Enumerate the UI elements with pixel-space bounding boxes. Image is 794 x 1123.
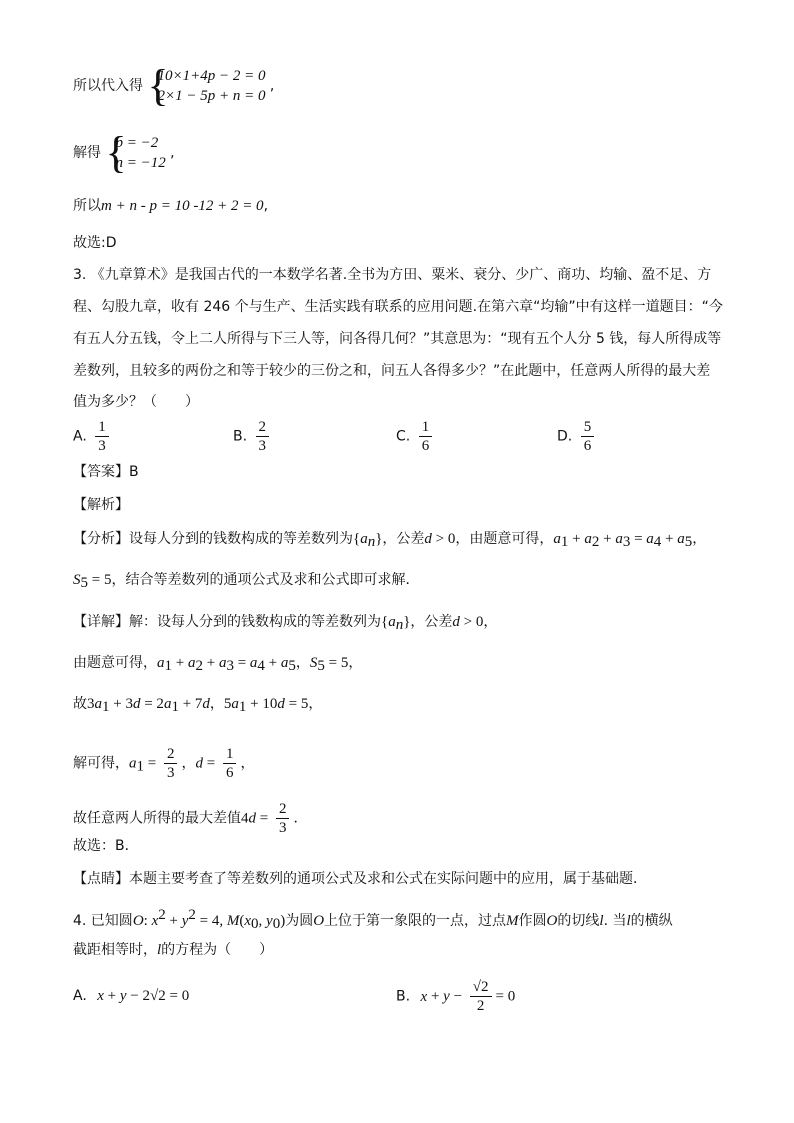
option-c	[396, 418, 436, 455]
analysis-line: $S_5 = 5$，结合等差数列的通项公式及求和公式即可求解．	[73, 572, 420, 591]
text: 由题意可得，	[73, 655, 157, 671]
comma: ,	[170, 145, 175, 161]
text: 上位于第一象限的一点，过点	[324, 913, 507, 929]
analysis-line: 【分析】设每人分到的钱数构成的等差数列为$\{a_n\}$，公差d > 0，由题意可得，$a_1 + a_2 + a_3 = a_4 + a_5$，	[73, 531, 707, 550]
text: ，公差	[382, 531, 425, 547]
option-label: D.	[557, 428, 573, 445]
brace: {	[147, 61, 169, 110]
text: ，	[209, 696, 224, 712]
option-label: C.	[396, 428, 411, 445]
detail-line: 由题意可得，$a_1 + a_2 + a_3 = a_4 + a_5$，$S_5 = 5$，	[73, 655, 363, 674]
comma: ,	[263, 198, 269, 214]
denominator: 3	[98, 438, 106, 454]
question4-line: 截距相等时，l的方程为（ ）	[73, 942, 274, 958]
numerator: 1	[95, 418, 109, 437]
text: ．	[293, 810, 308, 827]
text: ，	[295, 655, 310, 671]
answer-text: 【答案】B	[73, 464, 139, 480]
fraction	[256, 418, 270, 455]
choice-text: 故选:D	[73, 235, 117, 251]
question3-line: 值为多少？（ ）	[73, 394, 199, 410]
detail-line: 故$3a_1 + 3d = 2a_1 + 7d$，$5a_1 + 10d = 5$，	[73, 696, 323, 715]
fraction	[581, 418, 595, 455]
question3-line: 3. 《九章算术》是我国古代的一本数学名著.全书为方田、粟米、衰分、少广、商功、均输、盈不足、方	[73, 267, 712, 283]
question3-line: 差数列，且较多的两份之和等于较少的三份之和，问五人各得多少？”在此题中，任意两人所得的最大差	[73, 363, 711, 379]
text: . 当	[603, 913, 627, 929]
detail-line: 【详解】解：设每人分到的钱数构成的等差数列为$\{a_n\}$，公差d > 0，	[73, 614, 498, 633]
equation-row: n = −12	[115, 155, 166, 171]
equation-row: 2×1 − 5p + n = 0	[157, 88, 266, 104]
option-a	[73, 418, 113, 455]
text: 【分析】设每人分到的钱数构成的等差数列为	[73, 531, 353, 547]
expression: m + n - p = 10 -12 + 2 = 0	[101, 198, 264, 214]
lead-text: 所以	[73, 198, 101, 214]
lead-text: 解得	[73, 145, 101, 161]
option-d	[557, 418, 598, 455]
option-label: B.	[233, 428, 248, 445]
detail-line: 解可得，$a_1$ = $\frac{2}{3}$ ，d = $\frac{1}{6}$ ，	[73, 746, 255, 781]
fraction	[419, 418, 433, 455]
text: 截距相等时，	[73, 942, 157, 958]
text: ，	[240, 755, 255, 772]
option-b	[233, 418, 273, 455]
brace: {	[105, 128, 127, 177]
numerator: 2	[256, 418, 270, 437]
text: ，	[483, 614, 498, 630]
text: ，结合等差数列的通项公式及求和公式即可求解．	[111, 572, 420, 588]
substitution-line	[73, 61, 275, 110]
solution-line	[73, 128, 175, 177]
text: 的方程为（ ）	[161, 942, 274, 958]
sum-line	[73, 196, 268, 216]
text: ，	[181, 755, 196, 772]
question3-line: 有五人分五钱，令上二人所得与下三人等，问各得几何？”其意思为：“现有五个人分 5 钱，每人所得成等	[73, 331, 722, 347]
text: ，	[692, 531, 707, 547]
equation-row: 10×1+4p − 2 = 0	[157, 68, 266, 84]
equation-system	[147, 61, 266, 110]
numerator: 5	[581, 418, 595, 437]
text: ，	[308, 696, 323, 712]
detail-line: 故任意两人所得的最大差值4d = $\frac{2}{3}$ ．	[73, 801, 308, 836]
text: 【详解】解：设每人分到的钱数构成的等差数列为	[73, 614, 381, 630]
text: 故任意两人所得的最大差值	[73, 810, 241, 827]
equation-row: p = −2	[115, 135, 159, 151]
fraction: $\frac{1}{6}$	[223, 745, 237, 782]
text: ，由题意可得，	[455, 531, 554, 547]
comma: ,	[269, 78, 275, 94]
denominator: 6	[583, 438, 592, 454]
fraction: $\frac{2}{3}$	[276, 800, 290, 837]
fraction: $\frac{√2}{2}$	[470, 978, 492, 1015]
equation-system	[105, 128, 166, 177]
option-label: B.	[396, 988, 411, 1005]
question4-line: 4. 已知圆O: $x^2 + y^2 = 4$, $M(x_0$, $y_0$)为圆O上位于第一象限的一点，过点M作圆O的切线l. 当l的横纵	[73, 907, 673, 932]
text: 故	[73, 696, 87, 712]
text: 的横纵	[630, 913, 673, 929]
option-label: A.	[73, 988, 87, 1004]
fraction	[95, 418, 109, 455]
denominator: 6	[421, 438, 430, 454]
text: 作圆	[518, 913, 547, 929]
choice-text: 故选：B．	[73, 838, 139, 854]
fraction: $\frac{2}{3}$	[164, 745, 178, 782]
question3-line: 程、勾股九章，收有 246 个与生产、生活实践有联系的应用问题.在第六章“均输”中有这样一道题目：“今	[73, 299, 723, 315]
text: 的切线	[557, 913, 600, 929]
analysis-heading: 【解析】	[73, 497, 129, 513]
option-label: A.	[73, 428, 87, 445]
numerator: 1	[419, 418, 433, 437]
text: ，	[348, 655, 363, 671]
option-b: B. x + y − $\frac{√2}{2}$ = 0	[396, 979, 516, 1014]
lead-text: 所以代入得	[73, 78, 143, 94]
option-a: A. x + y − 2√2 = 0	[73, 988, 190, 1004]
text: ，公差	[410, 614, 453, 630]
comment-text: 【点睛】本题主要考查了等差数列的通项公式及求和公式在实际问题中的应用，属于基础题．	[73, 871, 647, 887]
text: 4. 已知圆	[73, 913, 133, 929]
text: 解可得，	[73, 755, 129, 772]
denominator: 3	[258, 438, 267, 454]
text: 为圆	[285, 913, 314, 929]
